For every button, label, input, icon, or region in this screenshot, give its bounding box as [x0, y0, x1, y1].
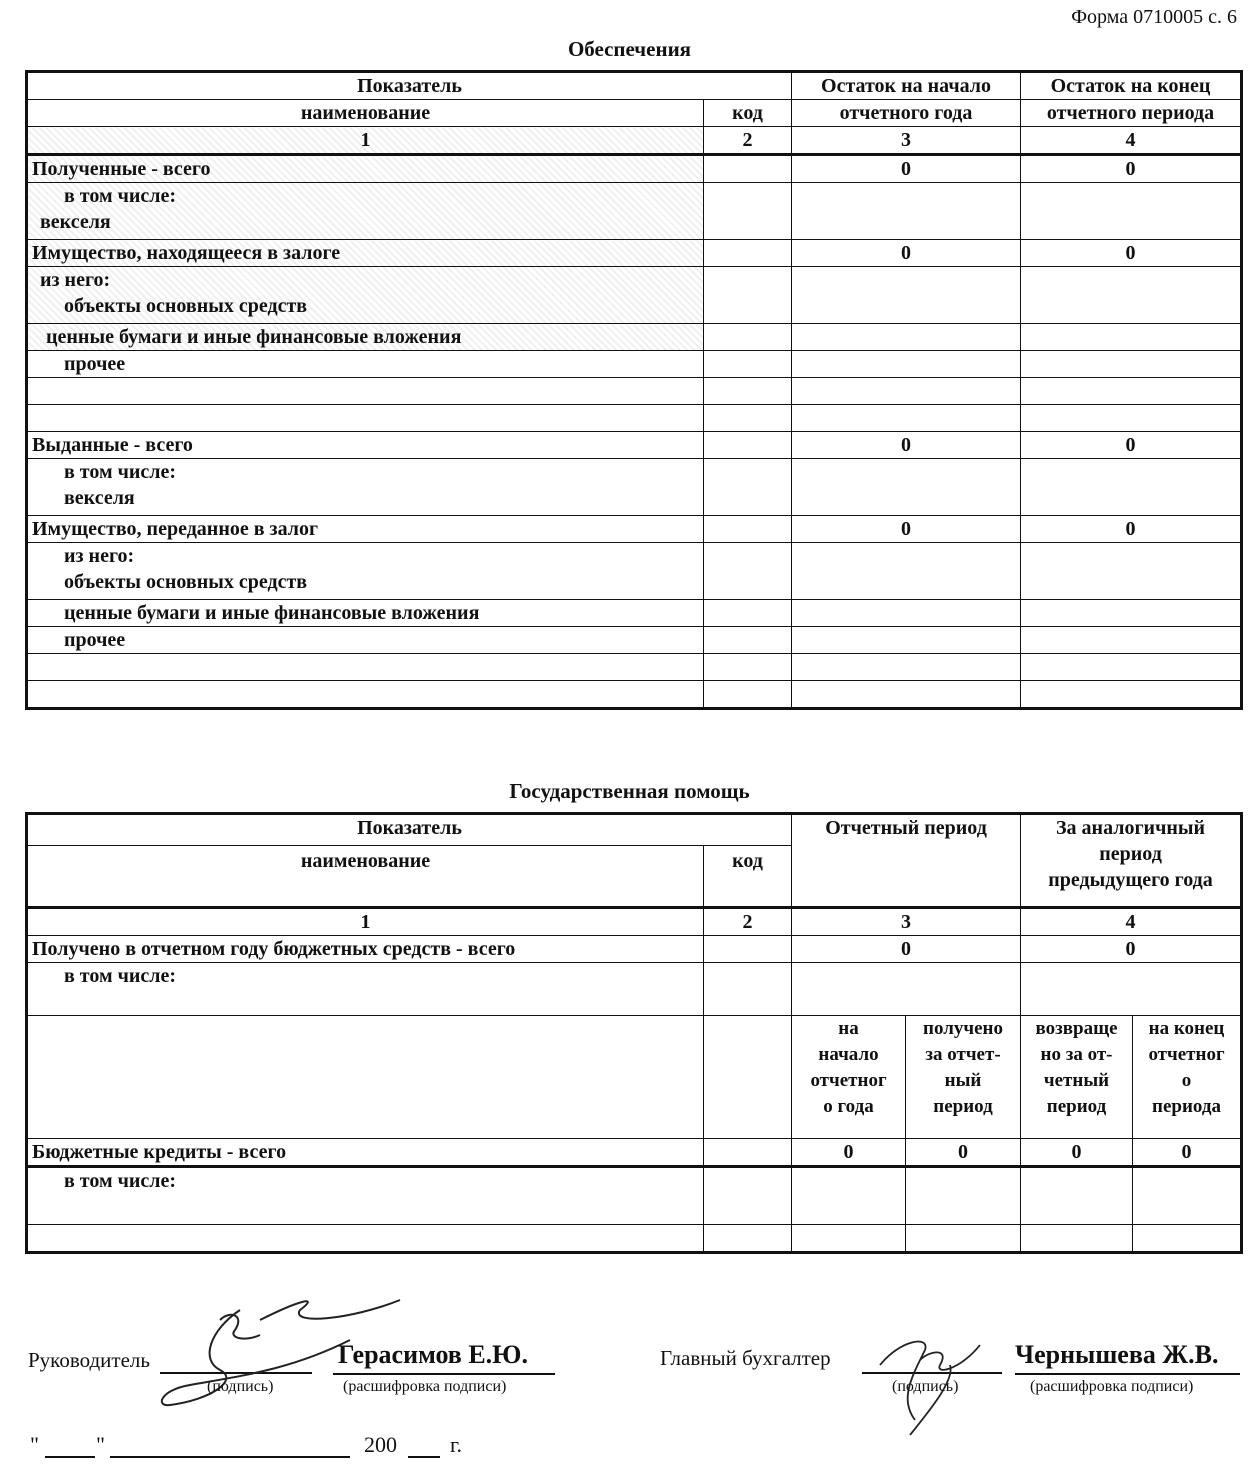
row-received-incl-line1: в том числе:	[64, 185, 177, 207]
row-received-incl-line2: векселя	[40, 211, 111, 233]
accountant-decode-caption: (расшифровка подписи)	[1030, 1378, 1194, 1395]
row-issued-incl-line1: в том числе:	[64, 461, 177, 483]
col-number-2: 2	[704, 127, 792, 155]
row-transferred-property-label: Имущество, переданное в залог	[27, 516, 704, 543]
date-year-prefix: 200	[364, 1432, 397, 1457]
aid-header-col3: Отчетный период	[792, 814, 1021, 908]
aid-header-col4-line1: За аналогичный	[1056, 817, 1206, 839]
aid-header-indicator: Показатель	[27, 814, 792, 846]
head-signature-caption: (подпись)	[207, 1378, 274, 1395]
aid-sub1-l1: на	[838, 1018, 859, 1039]
aid-sub4-l2: отчетног	[1148, 1044, 1225, 1065]
row-issued-total-start: 0	[792, 432, 1021, 459]
row-transferred-of-line2: объекты основных средств	[64, 571, 308, 593]
aid-header-col4-line3: предыдущего года	[1048, 869, 1213, 891]
aid-sub4-l3: о	[1181, 1070, 1192, 1091]
header-col4-line1: Остаток на конец	[1021, 72, 1242, 100]
aid-row-incl: в том числе:	[27, 963, 704, 1016]
aid-row-budget-funds-label: Получено в отчетном году бюджетных средств - всего	[27, 936, 704, 963]
aid-sub4-l4: периода	[1152, 1096, 1221, 1117]
col-number-4: 4	[1021, 127, 1242, 155]
row-issued-total-end: 0	[1021, 432, 1242, 459]
row-transferred-other: прочее	[27, 627, 704, 654]
aid-row-credits-incl: в том числе:	[27, 1167, 704, 1225]
date-quote-open: "	[30, 1432, 39, 1457]
aid-row-budget-funds-previous: 0	[1021, 936, 1242, 963]
row-received-total-label: Полученные - всего	[27, 155, 704, 183]
aid-col-number-2: 2	[704, 908, 792, 936]
aid-sub-returned	[1021, 1016, 1133, 1139]
row-pledged-of-line2: объекты основных средств	[64, 295, 308, 317]
section-title-securities: Обеспечения	[567, 37, 692, 61]
form-number: Форма 0710005 с. 6	[1071, 6, 1237, 28]
aid-sub4-l1: на конец	[1148, 1018, 1225, 1039]
accountant-signature-caption: (подпись)	[892, 1378, 959, 1395]
aid-row-credits-label: Бюджетные кредиты - всего	[27, 1139, 704, 1167]
aid-row-credits-v1: 0	[792, 1139, 906, 1167]
aid-sub2-l3: ный	[944, 1070, 982, 1091]
aid-sub3-l2: но за от-	[1040, 1044, 1113, 1065]
row-received-incl	[27, 183, 704, 240]
aid-col-number-4: 4	[1021, 908, 1242, 936]
aid-row-credits-v2: 0	[906, 1139, 1021, 1167]
head-label: Руководитель	[28, 1348, 150, 1372]
col-number-1: 1	[27, 127, 704, 155]
row-pledged-property-label: Имущество, находящееся в залоге	[27, 240, 704, 267]
aid-row-budget-funds-current: 0	[792, 936, 1021, 963]
aid-sub2-l1: получено	[923, 1018, 1003, 1039]
head-name: Герасимов Е.Ю.	[338, 1340, 528, 1369]
section-title-state-aid: Государственная помощь	[509, 779, 750, 803]
accountant-name: Чернышева Ж.В.	[1015, 1340, 1219, 1369]
aid-sub2-l4: период	[933, 1096, 993, 1117]
header-col4-line2: отчетного периода	[1021, 100, 1242, 127]
aid-col-number-3: 3	[792, 908, 1021, 936]
header-code: код	[704, 100, 792, 127]
aid-header-col4	[1021, 814, 1242, 908]
row-issued-total-label: Выданные - всего	[27, 432, 704, 459]
aid-sub1-l2: начало	[818, 1044, 879, 1065]
aid-sub3-l4: период	[1046, 1096, 1107, 1117]
row-received-total-end: 0	[1021, 155, 1242, 183]
row-transferred-property-end: 0	[1021, 516, 1242, 543]
aid-header-col4-line2: период	[1099, 843, 1162, 865]
row-transferred-property-start: 0	[792, 516, 1021, 543]
aid-sub-received	[906, 1016, 1021, 1139]
securities-table	[25, 70, 1243, 710]
row-issued-incl-line2: векселя	[64, 487, 135, 509]
row-issued-incl	[27, 459, 704, 516]
header-col3-line2: отчетного года	[792, 100, 1021, 127]
aid-row-credits-v4: 0	[1133, 1139, 1242, 1167]
header-name: наименование	[27, 100, 704, 127]
aid-sub3-l3: четный	[1043, 1070, 1110, 1091]
row-pledged-securities: ценные бумаги и иные финансовые вложения	[27, 324, 704, 351]
row-pledged-of	[27, 267, 704, 324]
aid-sub3-l1: возвраще	[1035, 1018, 1118, 1039]
date-year-suffix: г.	[450, 1432, 463, 1457]
aid-col-number-1: 1	[27, 908, 704, 936]
aid-header-name: наименование	[27, 846, 704, 908]
aid-sub1-l4: о года	[823, 1096, 874, 1117]
aid-row-credits-v3: 0	[1021, 1139, 1133, 1167]
col-number-3: 3	[792, 127, 1021, 155]
row-pledged-of-line1: из него:	[40, 269, 111, 291]
row-pledged-property-end: 0	[1021, 240, 1242, 267]
date-quote-close: "	[96, 1432, 105, 1457]
row-pledged-property-start: 0	[792, 240, 1021, 267]
aid-sub-start-of-year	[792, 1016, 906, 1139]
aid-header-code: код	[704, 846, 792, 908]
head-decode-caption: (расшифровка подписи)	[343, 1378, 507, 1395]
header-indicator: Показатель	[27, 72, 792, 100]
header-col3-line1: Остаток на начало	[792, 72, 1021, 100]
row-received-total-start: 0	[792, 155, 1021, 183]
accountant-label: Главный бухгалтер	[660, 1346, 831, 1370]
aid-sub1-l3: отчетног	[810, 1070, 887, 1091]
row-transferred-of-line1: из него:	[64, 545, 135, 567]
aid-sub2-l2: за отчет-	[925, 1044, 1001, 1065]
row-pledged-other: прочее	[27, 351, 704, 378]
row-transferred-of	[27, 543, 704, 600]
row-transferred-securities: ценные бумаги и иные финансовые вложения	[27, 600, 704, 627]
state-aid-table	[25, 812, 1243, 1254]
aid-sub-end-of-period	[1133, 1016, 1242, 1139]
